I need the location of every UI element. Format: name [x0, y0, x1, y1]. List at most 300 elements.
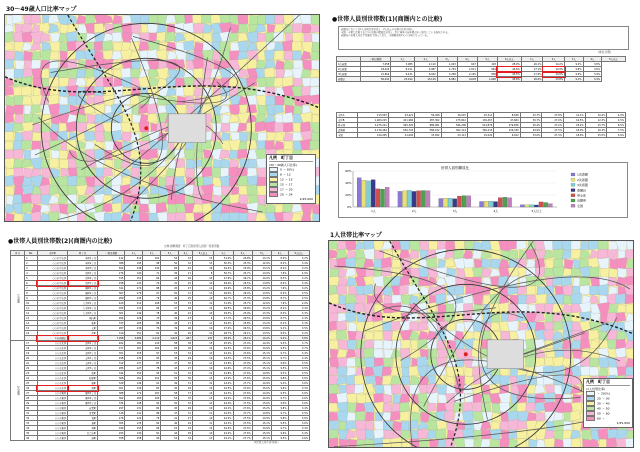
- group-label: 2次商圏: [11, 341, 25, 441]
- table-cell: 宮町: [68, 416, 98, 421]
- town-block: [554, 430, 563, 439]
- table-cell: 13.6%: [252, 316, 271, 321]
- table-cell: 東町1丁目: [68, 391, 98, 396]
- table-cell: 21,662: [360, 72, 390, 77]
- table-cell: 388: [98, 261, 125, 266]
- table-cell: 137: [125, 361, 143, 366]
- table-cell: 104: [143, 346, 161, 351]
- town-block: [256, 60, 266, 69]
- town-block: [239, 132, 248, 142]
- bar: [507, 198, 511, 207]
- table-cell: 1次商圏: [337, 62, 361, 67]
- table-cell: 4: [25, 271, 38, 276]
- table-cell: 155: [125, 351, 143, 356]
- town-block: [310, 78, 319, 87]
- table-cell: 51.0%: [214, 256, 233, 261]
- town-block: [562, 250, 572, 259]
- table-cell: 30.4%: [520, 123, 542, 128]
- table-cell: 16.3%: [585, 128, 607, 133]
- table-cell: 44.1%: [214, 406, 233, 411]
- bar: [380, 189, 384, 207]
- town-block: [625, 295, 633, 304]
- town-block: [589, 267, 599, 277]
- table-cell: ○○市中央区: [37, 296, 67, 301]
- table-cell: 29.9%: [520, 128, 542, 133]
- town-block: [400, 411, 410, 421]
- table-cell: 122: [125, 416, 143, 421]
- bar: [534, 205, 538, 207]
- town-block: [201, 15, 212, 24]
- town-block: [177, 96, 186, 106]
- town-block: [147, 103, 158, 114]
- town-block: [122, 132, 131, 141]
- table-cell: 341: [98, 286, 125, 291]
- table-cell: 12: [192, 401, 213, 406]
- table-cell: 3.2%: [288, 331, 309, 336]
- town-block: [156, 202, 167, 213]
- table-cell: 27.6%: [233, 431, 252, 436]
- table-cell: 8.4%: [272, 331, 289, 336]
- town-block: [247, 140, 257, 150]
- table-cell: 315: [98, 276, 125, 281]
- town-household-table: [10, 250, 310, 441]
- table-cell: 3.3%: [288, 311, 309, 316]
- panel-title: 1人世帯比率マップ: [330, 232, 382, 239]
- table-cell: 329: [98, 381, 125, 386]
- town-block: [616, 294, 626, 304]
- table-cell: 9.2%: [565, 62, 584, 67]
- town-block: [238, 213, 248, 221]
- town-block: [625, 438, 633, 447]
- town-block: [255, 121, 266, 132]
- town-block: [220, 123, 230, 132]
- table-cell: 27.3%: [233, 296, 252, 301]
- town-block: [85, 131, 95, 141]
- table-cell: 22: [25, 366, 38, 371]
- table-cell: 44.3%: [214, 401, 233, 406]
- table-cell: 175,812: [441, 118, 467, 123]
- commentary-line: 商圏内の世帯人員は平均値を下回っており、小規模世帯中心の市場となっている。: [341, 34, 430, 38]
- table-cell: 15.1%: [252, 366, 271, 371]
- table-cell: 33.0%: [520, 133, 542, 138]
- table-cell: 151: [125, 276, 143, 281]
- table-cell: 27.5%: [233, 401, 252, 406]
- table-cell: 102: [143, 256, 161, 261]
- table-cell: 18: [25, 346, 38, 351]
- table-cell: 15: [192, 341, 213, 346]
- table-cell: 3.6%: [288, 421, 309, 426]
- table-cell: 14.2%: [252, 336, 271, 341]
- map-legend: [266, 154, 316, 204]
- table-cell: 大手町3丁目: [68, 311, 98, 316]
- table-cell: 3.4%: [288, 356, 309, 361]
- town-block: [184, 149, 195, 160]
- column-header: 5人以上: [288, 251, 309, 256]
- table-cell: 134: [125, 386, 143, 391]
- table-cell: 18.9%: [563, 128, 585, 133]
- town-block: [246, 76, 257, 87]
- town-block: [77, 213, 86, 221]
- table-cell: 41: [161, 281, 179, 286]
- table-cell: 7,058: [360, 62, 390, 67]
- town-block: [203, 60, 213, 70]
- table-cell: 264: [98, 316, 125, 321]
- town-block: [175, 167, 185, 177]
- table-cell: 日之出町: [68, 431, 98, 436]
- table-cell: 27.9%: [521, 72, 543, 77]
- bar: [489, 201, 493, 207]
- town-block: [175, 194, 186, 205]
- table-cell: 30,015: [441, 113, 467, 118]
- table-cell: 97: [143, 291, 161, 296]
- town-block: [435, 428, 446, 439]
- table-cell: 636,703: [388, 128, 414, 133]
- table-cell: 276: [98, 271, 125, 276]
- table-cell: 13,119: [414, 77, 437, 82]
- table-cell: 27.6%: [233, 346, 252, 351]
- table-cell: 47: [161, 361, 179, 366]
- town-block: [329, 276, 338, 286]
- town-block: [410, 322, 419, 331]
- table-cell: 3.4%: [583, 77, 602, 82]
- town-block: [375, 250, 384, 260]
- table-cell: 54: [161, 256, 179, 261]
- commentary-line: 商圏内においては1人世帯比率が高く、2人以上の世帯の比率が低い。: [341, 28, 416, 31]
- table-cell: 25.8%: [233, 286, 252, 291]
- town-block: [175, 78, 185, 87]
- town-block: [608, 268, 617, 277]
- table-cell: 25.9%: [233, 311, 252, 316]
- table-cell: 47.7%: [214, 316, 233, 321]
- table-cell: 9.7%: [272, 396, 289, 401]
- town-block: [264, 49, 275, 60]
- table-cell: 647: [457, 62, 477, 67]
- table-cell: 3,275,221: [357, 123, 388, 128]
- table-cell: 30: [179, 361, 193, 366]
- town-block: [517, 411, 527, 421]
- table-cell: 49.5%: [214, 311, 233, 316]
- town-block: [147, 113, 158, 123]
- table-cell: 9.2%: [272, 336, 289, 341]
- table-cell: 13: [192, 261, 213, 266]
- table-row: [337, 133, 626, 138]
- table-cell: 31: [179, 381, 193, 386]
- table-cell: 58: [161, 341, 179, 346]
- table-cell: 28.9%: [497, 62, 521, 67]
- column-header: 2人: [543, 57, 565, 62]
- town-block: [481, 259, 491, 268]
- table-cell: 12: [192, 381, 213, 386]
- table-cell: 東町3丁目: [68, 401, 98, 406]
- town-block: [400, 394, 410, 403]
- table-cell: 301: [98, 386, 125, 391]
- panel-household-table-1: [328, 4, 636, 222]
- town-block: [598, 249, 608, 259]
- table-cell: 9.5%: [272, 391, 289, 396]
- table-cell: 3.6%: [288, 396, 309, 401]
- table-cell: 21: [179, 271, 193, 276]
- town-block: [77, 177, 86, 186]
- table-cell: 49.4%: [214, 266, 233, 271]
- table-cell: 桜町: [68, 381, 98, 386]
- table-cell: 889,961: [415, 123, 441, 128]
- table-cell: 錦町2丁目: [68, 291, 98, 296]
- town-block: [410, 376, 419, 385]
- town-block: [544, 268, 554, 277]
- town-block: [598, 429, 608, 439]
- table-cell: 349: [98, 426, 125, 431]
- town-block: [77, 114, 86, 123]
- table-cell: 344: [98, 371, 125, 376]
- table-cell: 8: [25, 291, 38, 296]
- table-cell: 1,690: [477, 77, 497, 82]
- table-cell: 13.2%: [252, 306, 271, 311]
- table-cell: 3.5%: [288, 411, 309, 416]
- table-cell: 21: [25, 361, 38, 366]
- town-block: [355, 403, 365, 412]
- table-cell: 3.8%: [288, 336, 309, 341]
- town-block: [393, 358, 402, 368]
- table-cell: 16.5%: [563, 118, 585, 123]
- town-block: [454, 286, 464, 295]
- town-block: [247, 59, 257, 69]
- town-block: [302, 24, 311, 33]
- bar: [417, 191, 421, 207]
- town-block: [356, 439, 365, 447]
- town-block: [139, 204, 149, 213]
- store-marker: [464, 352, 468, 356]
- bar: [407, 190, 411, 207]
- table-cell: 44.3%: [214, 356, 233, 361]
- table-cell: 143: [125, 281, 143, 286]
- table-cell: 34: [25, 426, 38, 431]
- table-cell: 995,320: [388, 123, 414, 128]
- table-cell: 9.8%: [272, 406, 289, 411]
- table-cell: 本町2丁目: [68, 261, 98, 266]
- town-block: [329, 313, 338, 322]
- town-block: [338, 340, 348, 350]
- table-cell: ○○市北区: [37, 366, 67, 371]
- town-block: [615, 356, 626, 367]
- table-cell: 31: [179, 411, 193, 416]
- table-cell: 3.7%: [288, 346, 309, 351]
- town-block: [274, 123, 284, 132]
- legend-swatch: [571, 199, 575, 202]
- table-cell: ○○市中央区: [37, 256, 67, 261]
- legend-label: 30 ～ 40: [597, 401, 610, 406]
- column-header: 町丁目: [68, 251, 98, 256]
- table-cell: 27: [179, 416, 193, 421]
- table-cell: ○○市中央区: [37, 331, 67, 336]
- table-cell: 42: [179, 266, 193, 271]
- table-cell: 2.9%: [288, 301, 309, 306]
- table-cell: 11: [192, 321, 213, 326]
- table-cell: 45: [161, 356, 179, 361]
- table-cell: 泉町: [68, 421, 98, 426]
- table-cell: 11: [192, 411, 213, 416]
- town-block: [526, 402, 536, 412]
- table-cell: 8.4%: [272, 266, 289, 271]
- column-header: 1人: [214, 251, 233, 256]
- town-block: [563, 403, 572, 412]
- table-cell: 334: [98, 401, 125, 406]
- table-cell: 170: [125, 286, 143, 291]
- town-block: [544, 430, 554, 439]
- town-block: [112, 212, 122, 221]
- town-block: [21, 140, 32, 150]
- legend-label: 2次商圏: [577, 177, 588, 182]
- column-header: 4人: [272, 251, 289, 256]
- table-cell: 8.5%: [607, 123, 626, 128]
- town-block: [282, 112, 293, 123]
- town-block: [312, 42, 319, 52]
- table-cell: 287,302: [415, 118, 441, 123]
- table-cell: 41,004: [388, 133, 414, 138]
- town-block: [355, 411, 365, 421]
- table-cell: 13.0%: [252, 271, 271, 276]
- table-cell: ○○市中央区: [37, 266, 67, 271]
- table-cell: 15.1%: [252, 361, 271, 366]
- bar: [403, 191, 407, 207]
- table-cell: 131: [125, 406, 143, 411]
- table-cell: 132: [125, 356, 143, 361]
- town-block: [507, 320, 518, 331]
- table-cell: 48.9%: [214, 336, 233, 341]
- table-cell: 12: [25, 311, 38, 316]
- column-header: 3人: [252, 251, 271, 256]
- legend-subtitle: (30～49歳人口比率): [269, 162, 297, 167]
- table-cell: 36: [161, 271, 179, 276]
- legend-label: 50 ～ 60: [597, 411, 610, 416]
- table-cell: 26: [179, 326, 193, 331]
- table-cell: 13.8%: [543, 77, 565, 82]
- column-header: 3人: [565, 57, 584, 62]
- table-cell: 15.0%: [252, 401, 271, 406]
- table-cell: 10: [192, 416, 213, 421]
- town-block: [130, 212, 140, 221]
- table-cell: 276: [98, 416, 125, 421]
- town-block: [498, 276, 509, 286]
- table-cell: 青葉町: [68, 411, 98, 416]
- town-block: [31, 15, 41, 24]
- town-block: [274, 15, 284, 24]
- town-block: [462, 410, 473, 421]
- comparison-table: [336, 112, 626, 138]
- town-block: [183, 184, 194, 195]
- town-block: [408, 284, 419, 295]
- table-cell: 367: [98, 291, 125, 296]
- town-block: [30, 211, 41, 221]
- town-block: [284, 51, 293, 60]
- legend-swatch: [571, 204, 575, 207]
- town-block: [138, 42, 149, 51]
- town-block: [426, 311, 437, 322]
- town-block: [301, 69, 311, 78]
- table-cell: 3,208: [437, 72, 457, 77]
- bar: [443, 198, 447, 207]
- legend-label: 20 ～ 24: [280, 192, 293, 197]
- table-cell: 45: [161, 386, 179, 391]
- legend-swatch: [586, 416, 595, 421]
- table-cell: 213,503: [357, 113, 388, 118]
- table-cell: 36: [179, 346, 193, 351]
- table-cell: 836: [477, 72, 497, 77]
- table-cell: 289: [98, 296, 125, 301]
- table-cell: 27.6%: [233, 371, 252, 376]
- town-block: [248, 213, 257, 221]
- x-tick-label: 1人: [371, 209, 376, 213]
- town-block: [346, 312, 356, 322]
- town-block: [5, 51, 15, 61]
- table-cell: 12: [192, 306, 213, 311]
- table-cell: 25.7%: [233, 301, 252, 306]
- panel-age-map: [4, 4, 320, 222]
- table-cell: 1次商圏計: [37, 336, 67, 341]
- household-chart: [338, 162, 628, 218]
- table-cell: 52: [161, 426, 179, 431]
- table-cell: ○○市中央区: [37, 286, 67, 291]
- legend-swatch: [269, 192, 278, 197]
- table-cell: 9.6%: [272, 431, 289, 436]
- town-block: [247, 185, 257, 195]
- table-cell: 3.4%: [288, 406, 309, 411]
- table-cell: 4,987: [414, 67, 437, 72]
- table-cell: 42: [161, 331, 179, 336]
- table-cell: 1: [25, 256, 38, 261]
- table-cell: 27.8%: [542, 113, 564, 118]
- town-block: [336, 392, 347, 403]
- table-cell: 9.5%: [272, 421, 289, 426]
- table-cell: 1,023: [437, 62, 457, 67]
- table-cell: 9.6%: [272, 401, 289, 406]
- town-block: [382, 367, 392, 376]
- table-cell: 5.6%: [607, 133, 626, 138]
- table-cell: 10: [192, 366, 213, 371]
- table-cell: 13.5%: [252, 331, 271, 336]
- town-block: [329, 340, 338, 349]
- legend-label: 12 ～ 15: [280, 177, 293, 182]
- table-cell: 18,424: [360, 67, 390, 72]
- table-cell: 333: [98, 321, 125, 326]
- table-cell: 14.9%: [252, 346, 271, 351]
- table-cell: 3.4%: [288, 316, 309, 321]
- table-cell: 27.6%: [233, 391, 252, 396]
- table-cell: 27.5%: [233, 426, 252, 431]
- town-block: [363, 284, 374, 295]
- table-cell: 3.4%: [288, 306, 309, 311]
- table-cell: 36: [179, 376, 193, 381]
- table-cell: 13.2%: [252, 321, 271, 326]
- town-block: [391, 384, 401, 394]
- table-cell: ○○市東区: [37, 431, 67, 436]
- town-block: [31, 149, 41, 159]
- column-header: 2人: [143, 251, 161, 256]
- town-block: [301, 122, 311, 132]
- legend-items: [586, 391, 630, 421]
- table-cell: 135: [125, 421, 143, 426]
- table-cell: 92: [143, 401, 161, 406]
- table-cell: 35: [179, 396, 193, 401]
- table-cell: 3.3%: [288, 386, 309, 391]
- table-cell: ○○市東区: [37, 406, 67, 411]
- legend-swatch: [571, 189, 575, 192]
- town-block: [617, 304, 626, 313]
- commentary-line: 全国・全県と比較すると1人世帯の構成比が高く、特に単身の若年層が多く居住している地域である。: [341, 31, 451, 35]
- x-tick-label: 2人: [411, 209, 417, 213]
- table-cell: 9.7%: [272, 426, 289, 431]
- table-cell: 全国: [337, 133, 358, 138]
- table-cell: 14: [192, 391, 213, 396]
